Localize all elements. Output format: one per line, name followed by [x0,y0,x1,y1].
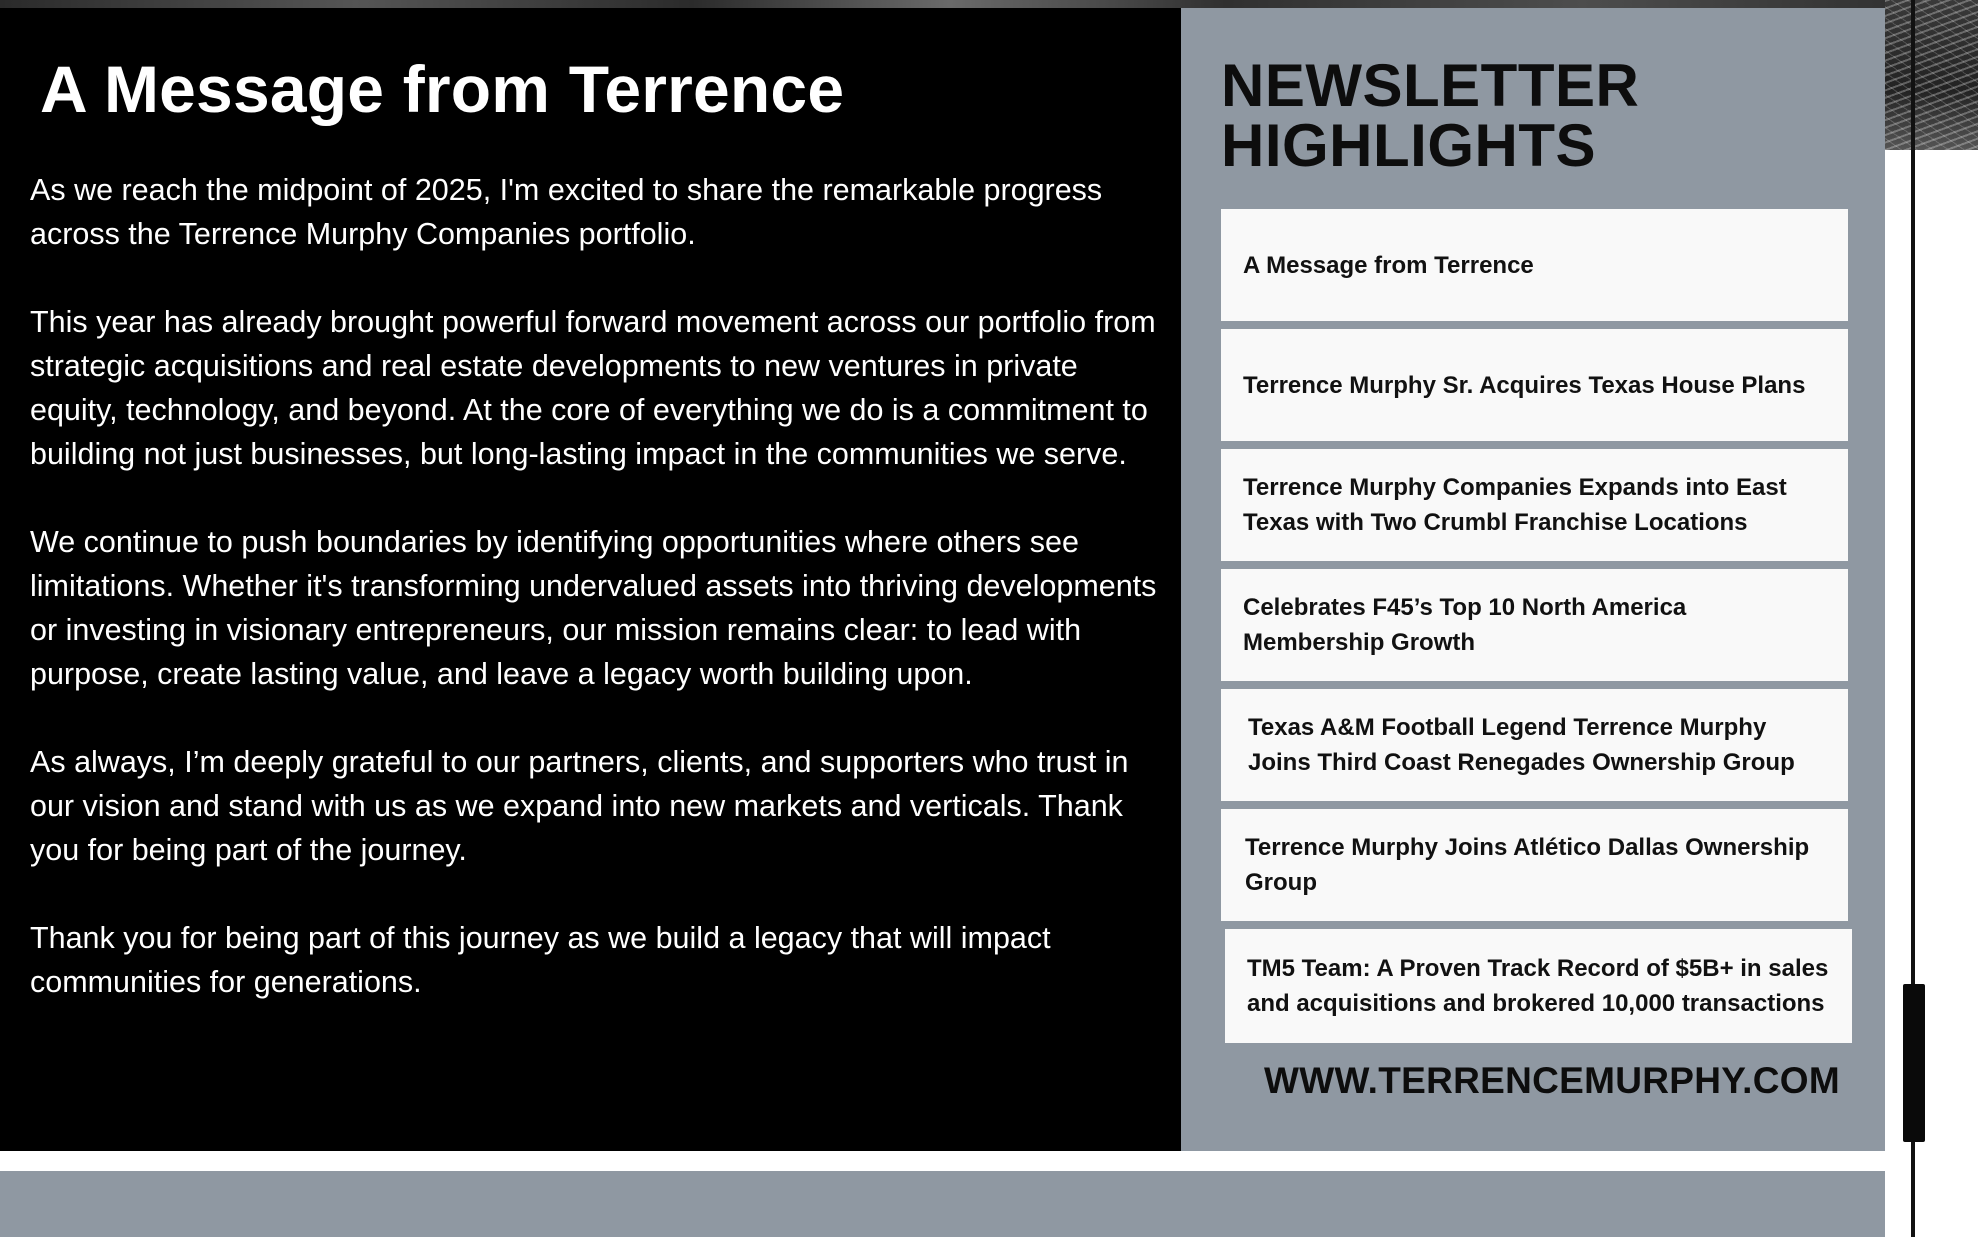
message-panel [0,8,1181,1151]
bottom-gray-band [0,1171,1885,1237]
top-photo-strip [0,0,1978,8]
highlight-link-message[interactable]: A Message from Terrence [1221,209,1848,321]
highlights-title-line2: HIGHLIGHTS [1221,112,1596,179]
message-title: A Message from Terrence [40,52,845,126]
message-body [30,168,1165,1048]
background-photo-fragment [1885,0,1978,150]
message-paragraph: As we reach the midpoint of 2025, I'm excited to share the remarkable progress across the Terrence Murphy Companies portfolio. [30,173,1103,251]
highlight-link-atletico-dallas[interactable]: Terrence Murphy Joins Atlético Dallas Ownership Group [1221,809,1848,921]
newsletter-highlights-panel [1181,8,1885,1151]
message-paragraph: Thank you for being part of this journey as we build a legacy that will impact communities for generations. [30,921,1051,999]
highlight-link-third-coast-renegades[interactable]: Texas A&M Football Legend Terrence Murphy Joins Third Coast Renegades Ownership Group [1221,689,1848,801]
highlights-title [1221,52,1640,179]
highlight-link-texas-house-plans[interactable]: Terrence Murphy Sr. Acquires Texas House Plans [1221,329,1848,441]
highlights-title-line1: NEWSLETTER [1221,52,1640,119]
highlight-link-f45-growth[interactable]: Celebrates F45’s Top 10 North America Membership Growth [1221,569,1848,681]
highlight-link-tm5-team[interactable]: TM5 Team: A Proven Track Record of $5B+ in sales and acquisitions and brokered 10,000 transactions [1225,929,1852,1043]
message-paragraph: As always, I’m deeply grateful to our partners, clients, and supporters who trust in our vision and stand with us as we expand into new markets and verticals. Thank you for being part of the journey. [30,745,1129,867]
message-paragraph: This year has already brought powerful forward movement across our portfolio from strategic acquisitions and real estate developments to new ventures in private equity, technology, and beyond. At the core of everything we do is a commitment to building not just businesses, but long-lasting impact in the communities we serve. [30,305,1156,471]
decorative-vertical-bar [1903,984,1925,1142]
message-paragraph: We continue to push boundaries by identifying opportunities where others see limitations. Whether it's transforming undervalued assets into thriving developments or investing in visionary entrepreneurs, our mission remains clear: to lead with purpose, create lasting value, and leave a legacy worth building upon. [30,525,1157,691]
website-link[interactable]: WWW.TERRENCEMURPHY.COM [1264,1060,1840,1101]
highlight-link-crumbl-expansion[interactable]: Terrence Murphy Companies Expands into East Texas with Two Crumbl Franchise Locations [1221,449,1848,561]
